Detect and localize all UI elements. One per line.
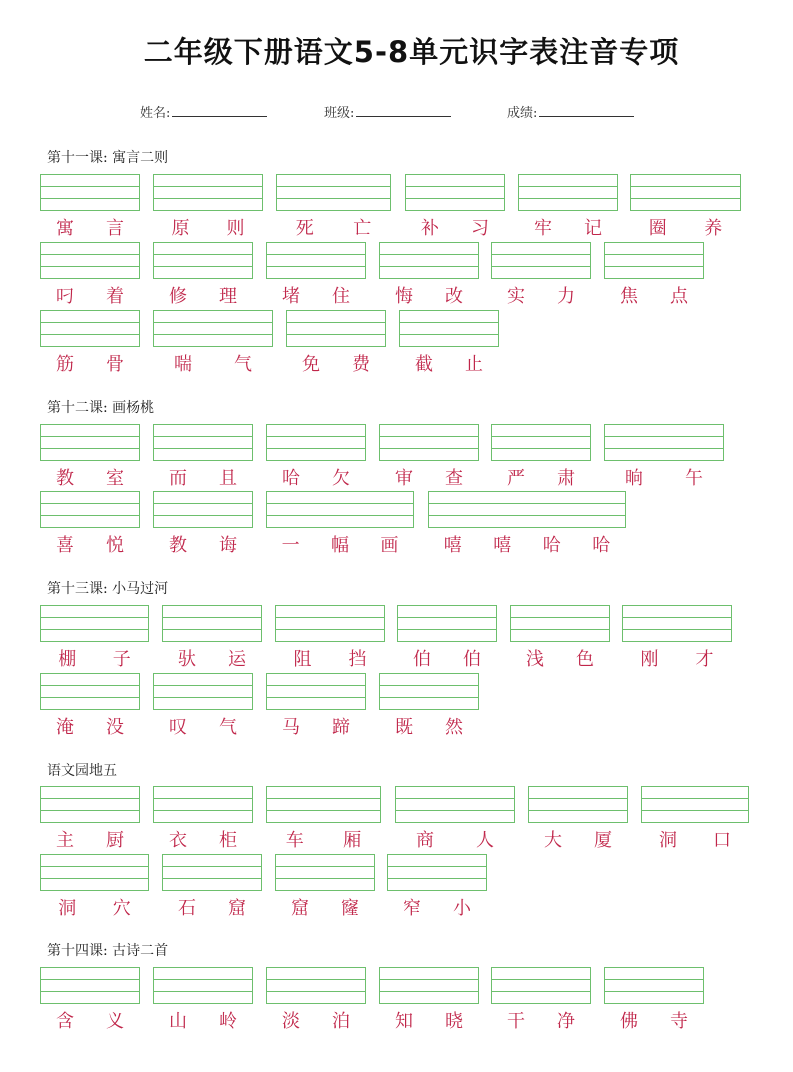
pinyin-writing-box[interactable]: [491, 242, 591, 279]
pinyin-writing-box[interactable]: [491, 424, 591, 461]
character: 改: [445, 286, 463, 307]
character: 焦: [620, 286, 638, 307]
character: 衣: [169, 830, 187, 851]
word-characters: [266, 826, 381, 852]
word-characters: [387, 894, 487, 920]
pinyin-cell: [379, 673, 479, 743]
character: 大: [544, 830, 562, 851]
character: 知: [395, 1011, 413, 1032]
pinyin-writing-box[interactable]: [395, 786, 515, 823]
word-characters: [266, 464, 366, 490]
character: 石: [178, 898, 196, 919]
pinyin-writing-box[interactable]: [518, 174, 618, 211]
word-characters: [397, 645, 497, 671]
character: 着: [106, 286, 124, 307]
pinyin-cell: [153, 967, 253, 1037]
word-characters: [40, 894, 149, 920]
character: 佛: [620, 1011, 638, 1032]
pinyin-writing-box[interactable]: [40, 174, 140, 211]
character: 净: [557, 1011, 575, 1032]
character: 泊: [332, 1011, 350, 1032]
character: 晌: [625, 468, 643, 489]
pinyin-cell: [40, 605, 149, 675]
character: 肃: [557, 468, 575, 489]
pinyin-cell: [40, 673, 140, 743]
pinyin-cell: [162, 854, 262, 924]
pinyin-cell: [266, 242, 366, 312]
pinyin-writing-box[interactable]: [528, 786, 628, 823]
character: 小: [453, 898, 471, 919]
word-characters: [491, 1007, 591, 1033]
pinyin-cell: [153, 491, 253, 561]
pinyin-writing-box[interactable]: [491, 967, 591, 1004]
word-characters: [153, 464, 253, 490]
character: 嘻: [493, 535, 512, 556]
word-characters: [153, 350, 273, 376]
character: 堵: [282, 286, 300, 307]
section-heading: 语文园地五: [47, 763, 117, 779]
pinyin-writing-box[interactable]: [162, 854, 262, 891]
character: 喜: [56, 535, 74, 556]
character: 实: [507, 286, 525, 307]
word-characters: [379, 1007, 479, 1033]
character: 一: [281, 535, 300, 556]
character: 窟: [291, 898, 309, 919]
word-characters: [379, 713, 479, 739]
pinyin-writing-box[interactable]: [153, 310, 273, 347]
pinyin-writing-box[interactable]: [399, 310, 499, 347]
character: 免: [302, 354, 320, 375]
character: 筋: [56, 354, 74, 375]
word-characters: [40, 645, 149, 671]
pinyin-cell: [399, 310, 499, 380]
pinyin-cell: [275, 605, 385, 675]
character: 厨: [106, 830, 124, 851]
pinyin-writing-box[interactable]: [162, 605, 262, 642]
character: 洞: [58, 898, 77, 919]
section-heading: 第十二课: 画杨桃: [47, 400, 155, 416]
character: 哈: [282, 468, 300, 489]
pinyin-cell: [40, 424, 140, 494]
character: 车: [285, 830, 304, 851]
pinyin-writing-box[interactable]: [40, 605, 149, 642]
section-heading: 第十一课: 寓言二则: [47, 150, 169, 166]
pinyin-cell: [40, 967, 140, 1037]
character: 则: [226, 218, 245, 239]
character: 马: [282, 717, 300, 738]
pinyin-cell: [266, 673, 366, 743]
pinyin-writing-box[interactable]: [428, 491, 626, 528]
pinyin-writing-box[interactable]: [153, 424, 253, 461]
pinyin-writing-box[interactable]: [510, 605, 610, 642]
pinyin-writing-box[interactable]: [266, 424, 366, 461]
character: 穴: [112, 898, 131, 919]
word-characters: [40, 713, 140, 739]
character: 修: [169, 286, 187, 307]
pinyin-cell: [266, 967, 366, 1037]
character: 然: [445, 717, 463, 738]
pinyin-cell: [276, 174, 391, 244]
character: 义: [106, 1011, 124, 1032]
score-label: 成绩:: [507, 106, 538, 121]
character: 幅: [330, 535, 349, 556]
character: 浅: [526, 649, 544, 670]
pinyin-writing-box[interactable]: [387, 854, 487, 891]
word-characters: [266, 1007, 366, 1033]
word-characters: [40, 214, 140, 240]
word-characters: [275, 645, 385, 671]
character: 诲: [219, 535, 237, 556]
name-field[interactable]: [140, 102, 267, 121]
pinyin-writing-box[interactable]: [40, 491, 140, 528]
character: 室: [106, 468, 124, 489]
pinyin-cell: [153, 242, 253, 312]
character: 教: [169, 535, 187, 556]
word-characters: [40, 464, 140, 490]
pinyin-cell: [379, 967, 479, 1037]
word-characters: [395, 826, 515, 852]
character: 哈: [592, 535, 611, 556]
character: 才: [695, 649, 714, 670]
character: 午: [685, 468, 703, 489]
word-characters: [641, 826, 749, 852]
word-characters: [630, 214, 741, 240]
pinyin-cell: [266, 491, 414, 561]
class-label: 班级:: [324, 106, 355, 121]
character: 言: [106, 218, 124, 239]
character: 没: [106, 717, 124, 738]
pinyin-cell: [428, 491, 626, 561]
word-characters: [405, 214, 505, 240]
character: 习: [471, 218, 489, 239]
pinyin-cell: [153, 673, 253, 743]
character: 刚: [640, 649, 659, 670]
word-characters: [276, 214, 391, 240]
pinyin-cell: [266, 424, 366, 494]
word-characters: [153, 1007, 253, 1033]
word-characters: [266, 282, 366, 308]
character: 严: [507, 468, 525, 489]
word-characters: [528, 826, 628, 852]
character: 寺: [670, 1011, 688, 1032]
pinyin-cell: [379, 242, 479, 312]
pinyin-cell: [491, 967, 591, 1037]
pinyin-writing-box[interactable]: [153, 174, 263, 211]
character: 而: [169, 468, 187, 489]
pinyin-writing-box[interactable]: [266, 491, 414, 528]
word-characters: [379, 282, 479, 308]
character: 阻: [293, 649, 312, 670]
pinyin-writing-box[interactable]: [40, 854, 149, 891]
pinyin-writing-box[interactable]: [275, 605, 385, 642]
character: 圈: [648, 218, 667, 239]
character: 骨: [106, 354, 124, 375]
character: 洞: [659, 830, 677, 851]
pinyin-cell: [395, 786, 515, 856]
word-characters: [379, 464, 479, 490]
word-characters: [40, 531, 140, 557]
character: 商: [416, 830, 434, 851]
character: 气: [234, 354, 252, 375]
pinyin-cell: [604, 424, 724, 494]
pinyin-writing-box[interactable]: [275, 854, 375, 891]
score-field[interactable]: [507, 102, 634, 121]
pinyin-writing-box[interactable]: [379, 967, 479, 1004]
character: 养: [704, 218, 723, 239]
pinyin-cell: [641, 786, 749, 856]
word-characters: [518, 214, 618, 240]
pinyin-cell: [40, 786, 140, 856]
word-characters: [153, 826, 253, 852]
character: 住: [332, 286, 350, 307]
word-characters: [428, 531, 626, 557]
character: 寓: [56, 218, 74, 239]
pinyin-writing-box[interactable]: [153, 242, 253, 279]
pinyin-writing-box[interactable]: [630, 174, 741, 211]
pinyin-cell: [387, 854, 487, 924]
pinyin-writing-box[interactable]: [40, 424, 140, 461]
pinyin-writing-box[interactable]: [40, 242, 140, 279]
character: 蹄: [332, 717, 350, 738]
pinyin-cell: [528, 786, 628, 856]
word-characters: [604, 1007, 704, 1033]
word-characters: [286, 350, 386, 376]
word-characters: [162, 645, 262, 671]
name-label: 姓名:: [140, 106, 171, 121]
pinyin-writing-box[interactable]: [40, 786, 140, 823]
word-characters: [266, 531, 414, 557]
character: 山: [169, 1011, 187, 1032]
word-characters: [153, 531, 253, 557]
character: 喘: [174, 354, 192, 375]
pinyin-writing-box[interactable]: [153, 673, 253, 710]
character: 悔: [395, 286, 413, 307]
character: 牢: [534, 218, 552, 239]
word-characters: [604, 464, 724, 490]
character: 窄: [403, 898, 421, 919]
word-characters: [162, 894, 262, 920]
character: 岭: [219, 1011, 237, 1032]
character: 口: [713, 830, 731, 851]
pinyin-writing-box[interactable]: [604, 967, 704, 1004]
pinyin-writing-box[interactable]: [266, 967, 366, 1004]
character: 费: [352, 354, 370, 375]
character: 教: [56, 468, 74, 489]
character: 淡: [282, 1011, 300, 1032]
pinyin-cell: [379, 424, 479, 494]
character: 柜: [219, 830, 237, 851]
character: 挡: [348, 649, 367, 670]
word-characters: [266, 713, 366, 739]
class-field[interactable]: [324, 102, 451, 121]
pinyin-cell: [162, 605, 262, 675]
word-characters: [622, 645, 732, 671]
character: 查: [445, 468, 463, 489]
character: 子: [112, 649, 131, 670]
character: 棚: [58, 649, 77, 670]
character: 截: [415, 354, 433, 375]
word-characters: [491, 464, 591, 490]
page-title: 二年级下册语文5-8单元识字表注音专项: [143, 35, 680, 69]
character: 画: [380, 535, 399, 556]
word-characters: [40, 350, 140, 376]
score-blank[interactable]: [539, 104, 634, 117]
character: 哈: [542, 535, 561, 556]
pinyin-cell: [153, 174, 263, 244]
word-characters: [40, 826, 140, 852]
character: 晓: [445, 1011, 463, 1032]
pinyin-writing-box[interactable]: [266, 673, 366, 710]
character: 死: [295, 218, 314, 239]
character: 窟: [228, 898, 246, 919]
word-characters: [275, 894, 375, 920]
pinyin-cell: [275, 854, 375, 924]
character: 含: [56, 1011, 74, 1032]
pinyin-cell: [266, 786, 381, 856]
character: 窿: [341, 898, 359, 919]
character: 气: [219, 717, 237, 738]
pinyin-cell: [40, 491, 140, 561]
name-blank[interactable]: [172, 104, 267, 117]
pinyin-writing-box[interactable]: [40, 310, 140, 347]
word-characters: [153, 282, 253, 308]
pinyin-writing-box[interactable]: [622, 605, 732, 642]
pinyin-cell: [604, 242, 704, 312]
character: 人: [476, 830, 494, 851]
pinyin-cell: [622, 605, 732, 675]
character: 补: [421, 218, 439, 239]
pinyin-writing-box[interactable]: [40, 967, 140, 1004]
pinyin-cell: [153, 786, 253, 856]
pinyin-cell: [153, 424, 253, 494]
character: 叼: [56, 286, 74, 307]
character: 亡: [353, 218, 372, 239]
pinyin-cell: [491, 242, 591, 312]
pinyin-writing-box[interactable]: [266, 242, 366, 279]
section-heading: 第十三课: 小马过河: [47, 581, 169, 597]
character: 厦: [594, 830, 612, 851]
word-characters: [399, 350, 499, 376]
character: 伯: [463, 649, 481, 670]
pinyin-writing-box[interactable]: [604, 242, 704, 279]
word-characters: [40, 282, 140, 308]
character: 欠: [332, 468, 350, 489]
character: 厢: [343, 830, 362, 851]
character: 原: [171, 218, 190, 239]
character: 记: [584, 218, 602, 239]
pinyin-writing-box[interactable]: [286, 310, 386, 347]
class-blank[interactable]: [356, 104, 451, 117]
character: 力: [557, 286, 575, 307]
pinyin-writing-box[interactable]: [153, 786, 253, 823]
pinyin-writing-box[interactable]: [604, 424, 724, 461]
character: 伯: [413, 649, 431, 670]
character: 运: [228, 649, 246, 670]
word-characters: [510, 645, 610, 671]
pinyin-cell: [40, 174, 140, 244]
pinyin-cell: [40, 310, 140, 380]
character: 止: [465, 354, 483, 375]
pinyin-writing-box[interactable]: [405, 174, 505, 211]
pinyin-cell: [153, 310, 273, 380]
pinyin-cell: [630, 174, 741, 244]
character: 点: [670, 286, 688, 307]
pinyin-writing-box[interactable]: [641, 786, 749, 823]
word-characters: [491, 282, 591, 308]
pinyin-cell: [491, 424, 591, 494]
character: 审: [395, 468, 413, 489]
character: 淹: [56, 717, 74, 738]
pinyin-writing-box[interactable]: [153, 967, 253, 1004]
word-characters: [40, 1007, 140, 1033]
pinyin-cell: [518, 174, 618, 244]
character: 悦: [106, 535, 124, 556]
pinyin-cell: [510, 605, 610, 675]
pinyin-cell: [397, 605, 497, 675]
word-characters: [153, 214, 263, 240]
character: 主: [56, 830, 74, 851]
character: 理: [219, 286, 237, 307]
pinyin-writing-box[interactable]: [379, 242, 479, 279]
pinyin-cell: [405, 174, 505, 244]
character: 驮: [178, 649, 196, 670]
character: 既: [395, 717, 413, 738]
word-characters: [604, 282, 704, 308]
pinyin-writing-box[interactable]: [266, 786, 381, 823]
pinyin-writing-box[interactable]: [276, 174, 391, 211]
word-characters: [153, 713, 253, 739]
pinyin-cell: [40, 854, 149, 924]
pinyin-cell: [604, 967, 704, 1037]
pinyin-writing-box[interactable]: [397, 605, 497, 642]
pinyin-writing-box[interactable]: [153, 491, 253, 528]
character: 干: [507, 1011, 525, 1032]
pinyin-writing-box[interactable]: [379, 673, 479, 710]
character: 且: [219, 468, 237, 489]
section-heading: 第十四课: 古诗二首: [47, 943, 169, 959]
pinyin-writing-box[interactable]: [40, 673, 140, 710]
character: 嘻: [443, 535, 462, 556]
pinyin-cell: [40, 242, 140, 312]
pinyin-writing-box[interactable]: [379, 424, 479, 461]
character: 叹: [169, 717, 187, 738]
pinyin-cell: [286, 310, 386, 380]
character: 色: [576, 649, 594, 670]
